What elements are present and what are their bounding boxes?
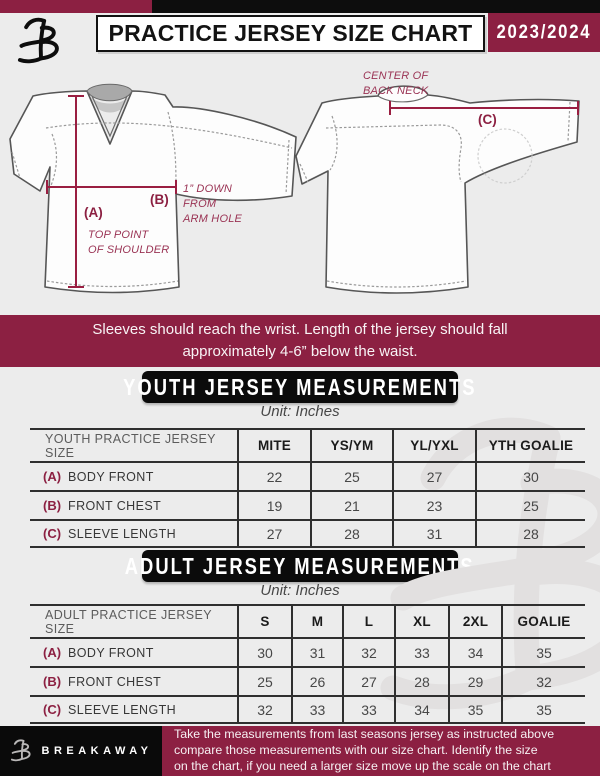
youth-row-front-chest bbox=[30, 490, 237, 519]
adult-col-goalie: GOALIE bbox=[501, 604, 585, 637]
table-value: 25 bbox=[237, 666, 291, 695]
armhole-caption-line2: FROM bbox=[183, 197, 217, 210]
youth-row-body-front bbox=[30, 461, 237, 490]
table-value: 21 bbox=[310, 490, 392, 519]
adult-section-title: ADULT JERSEY MEASUREMENTS bbox=[125, 552, 475, 579]
table-value: 35 bbox=[501, 637, 585, 666]
footer-brand-box bbox=[0, 726, 162, 776]
table-value: 32 bbox=[342, 637, 394, 666]
top-strip-black bbox=[152, 0, 600, 13]
armhole-caption-line3: ARM HOLE bbox=[183, 212, 243, 225]
table-value: 30 bbox=[237, 637, 291, 666]
table-value: 28 bbox=[394, 666, 448, 695]
brand-logo-icon bbox=[10, 738, 34, 764]
fit-note-line1: Sleeves should reach the wrist. Length of the jersey should fall bbox=[92, 320, 508, 338]
jersey-diagram bbox=[0, 56, 600, 315]
footer-instructions-line3: on the chart, if you need a larger size move up the scale on the chart bbox=[174, 758, 551, 773]
table-value: 25 bbox=[475, 490, 585, 519]
youth-col-goalie: YTH GOALIE bbox=[475, 428, 585, 461]
measure-a-tag: (A) bbox=[43, 645, 62, 660]
table-value: 26 bbox=[291, 666, 342, 695]
measure-c-tag: (C) bbox=[43, 702, 62, 717]
measure-c-tag: (C) bbox=[478, 112, 497, 127]
adult-table-header-label: ADULT PRACTICE JERSEY SIZE bbox=[30, 604, 237, 637]
adult-size-table bbox=[30, 604, 585, 724]
table-value: 27 bbox=[392, 461, 475, 490]
youth-table-header-label: YOUTH PRACTICE JERSEY SIZE bbox=[30, 428, 237, 461]
shoulder-caption-line2: OF SHOULDER bbox=[88, 243, 170, 256]
page-title-box bbox=[96, 15, 485, 52]
row-label: SLEEVE LENGTH bbox=[68, 526, 177, 541]
fit-note-line2: approximately 4-6” below the waist. bbox=[182, 343, 418, 360]
table-value: 23 bbox=[392, 490, 475, 519]
back-neck-caption bbox=[363, 69, 428, 99]
footer-instructions-line2: compare those measurements with our size chart. Identify the size bbox=[174, 743, 538, 758]
adult-row-front-chest bbox=[30, 666, 237, 695]
page-title: PRACTICE JERSEY SIZE CHART bbox=[108, 20, 473, 46]
table-value: 27 bbox=[237, 519, 310, 548]
adult-row-body-front bbox=[30, 637, 237, 666]
shoulder-caption-line1: TOP POINT bbox=[88, 229, 149, 241]
shoulder-caption bbox=[88, 228, 169, 258]
table-value: 28 bbox=[310, 519, 392, 548]
adult-row-sleeve-length bbox=[30, 695, 237, 724]
adult-unit-label: Unit: Inches bbox=[260, 582, 340, 599]
table-value: 34 bbox=[448, 637, 501, 666]
armhole-caption-line1: 1” DOWN bbox=[183, 183, 233, 195]
youth-col-mite: MITE bbox=[237, 428, 310, 461]
youth-size-table bbox=[30, 428, 585, 548]
table-value: 32 bbox=[501, 666, 585, 695]
adult-col-l: L bbox=[342, 604, 394, 637]
armhole-caption bbox=[183, 182, 242, 227]
row-label: BODY FRONT bbox=[68, 645, 154, 660]
measure-a-tag: (A) bbox=[84, 205, 103, 220]
measure-a-tag: (A) bbox=[43, 469, 62, 484]
adult-col-2xl: 2XL bbox=[448, 604, 501, 637]
youth-section-title: YOUTH JERSEY MEASUREMENTS bbox=[123, 373, 477, 400]
fit-note-banner bbox=[0, 315, 600, 367]
table-value: 35 bbox=[501, 695, 585, 724]
table-value: 19 bbox=[237, 490, 310, 519]
footer-instructions-line1: Take the measurements from last seasons jersey as instructed above bbox=[174, 727, 555, 742]
row-label: SLEEVE LENGTH bbox=[68, 702, 177, 717]
youth-row-sleeve-length bbox=[30, 519, 237, 548]
youth-col-ylyxl: YL/YXL bbox=[392, 428, 475, 461]
adult-col-xl: XL bbox=[394, 604, 448, 637]
table-value: 22 bbox=[237, 461, 310, 490]
top-strip-maroon bbox=[0, 0, 152, 13]
table-value: 31 bbox=[291, 637, 342, 666]
measure-b-tag: (B) bbox=[43, 498, 62, 513]
measure-b-tag: (B) bbox=[43, 674, 62, 689]
youth-col-ysym: YS/YM bbox=[310, 428, 392, 461]
brand-name: BREAKAWAY bbox=[41, 745, 153, 757]
table-value: 32 bbox=[237, 695, 291, 724]
back-neck-caption-line2: BACK NECK bbox=[363, 84, 429, 97]
jersey-illustrations bbox=[0, 56, 600, 315]
table-value: 33 bbox=[342, 695, 394, 724]
row-label: FRONT CHEST bbox=[68, 498, 162, 513]
back-neck-caption-line1: CENTER OF bbox=[363, 70, 429, 82]
table-value: 35 bbox=[448, 695, 501, 724]
table-value: 33 bbox=[394, 637, 448, 666]
measure-c-tag: (C) bbox=[43, 526, 62, 541]
table-value: 28 bbox=[475, 519, 585, 548]
table-value: 34 bbox=[394, 695, 448, 724]
youth-section-header bbox=[123, 371, 477, 403]
season-label: 2023/2024 bbox=[496, 21, 592, 43]
row-label: BODY FRONT bbox=[68, 469, 154, 484]
adult-col-m: M bbox=[291, 604, 342, 637]
row-label: FRONT CHEST bbox=[68, 674, 162, 689]
adult-col-s: S bbox=[237, 604, 291, 637]
top-strip bbox=[0, 0, 600, 13]
measure-b-tag: (B) bbox=[150, 192, 169, 207]
table-value: 30 bbox=[475, 461, 585, 490]
table-value: 31 bbox=[392, 519, 475, 548]
table-value: 33 bbox=[291, 695, 342, 724]
table-value: 29 bbox=[448, 666, 501, 695]
season-badge bbox=[488, 13, 600, 52]
youth-unit-label: Unit: Inches bbox=[260, 403, 340, 420]
table-value: 25 bbox=[310, 461, 392, 490]
table-value: 27 bbox=[342, 666, 394, 695]
